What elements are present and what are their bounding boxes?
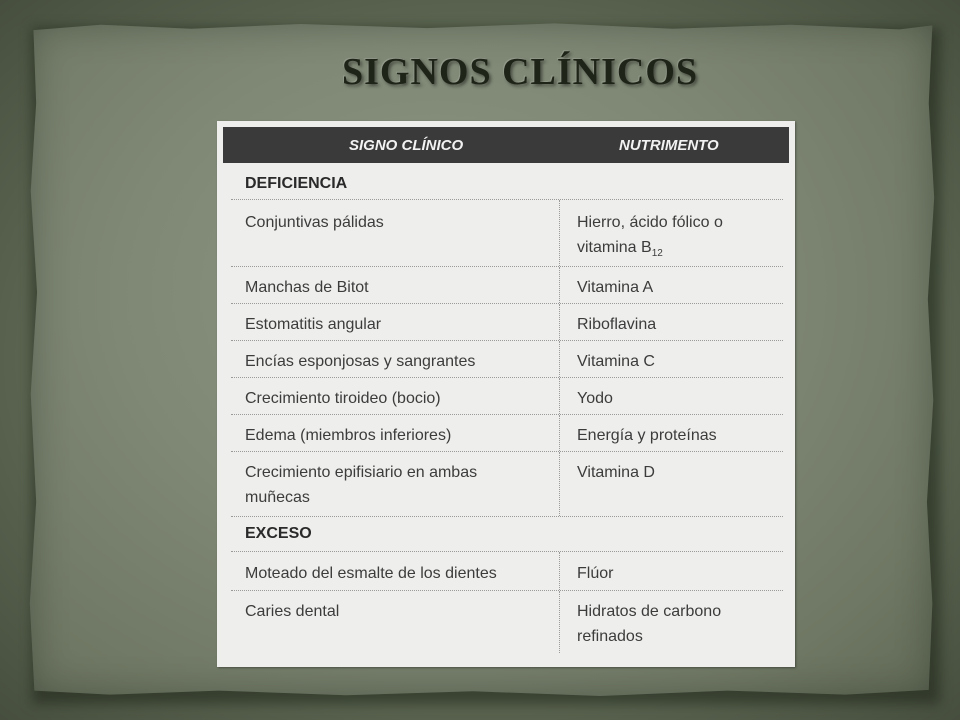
column-divider [559,304,560,340]
header-nutrimento: NUTRIMENTO [619,137,719,154]
table-row [231,267,783,304]
cell-signo: Crecimiento epifisiario en ambas muñecas [245,464,478,506]
table-row [231,341,783,378]
cell-nutrimento [577,210,777,266]
cell-nutrimento: Flúor [577,565,614,582]
table-row [231,200,783,267]
cell-nutrimento: Vitamina C [577,353,655,370]
column-divider [559,591,560,653]
table-row [231,591,783,653]
column-divider [559,267,560,303]
section-label: DEFICIENCIA [245,175,348,192]
clinical-signs-table [217,121,795,667]
column-divider [559,552,560,590]
cell-nutrimento-text: Hierro, ácido fólico o vitamina B [577,214,723,256]
cell-signo: Conjuntivas pálidas [245,214,384,231]
cell-signo: Manchas de Bitot [245,279,369,296]
table-header [223,127,789,163]
subscript: 12 [651,248,663,260]
section-label: EXCESO [245,525,312,542]
column-divider [559,452,560,516]
cell-nutrimento: Vitamina A [577,279,654,296]
table-row [231,304,783,341]
section-exceso [231,517,783,552]
column-divider [559,415,560,451]
table-row [231,552,783,591]
column-divider [559,378,560,414]
cell-nutrimento: Yodo [577,390,613,407]
table-row [231,452,783,517]
column-divider [559,341,560,377]
section-deficiencia [231,165,783,200]
cell-signo: Caries dental [245,603,340,620]
slide-title: SIGNOS CLÍNICOS [341,51,699,93]
cell-signo: Edema (miembros inferiores) [245,427,452,444]
cell-signo: Moteado del esmalte de los dientes [245,565,497,582]
cell-signo: Encías esponjosas y sangrantes [245,353,476,370]
table-row [231,415,783,452]
header-signo-clinico: SIGNO CLÍNICO [349,137,464,154]
cell-signo: Estomatitis angular [245,316,382,333]
cell-nutrimento: Hidratos de carbono refinados [577,603,722,645]
cell-nutrimento: Energía y proteínas [577,427,717,444]
column-divider [559,200,560,266]
cell-nutrimento: Vitamina D [577,464,655,481]
table-row [231,378,783,415]
cell-signo: Crecimiento tiroideo (bocio) [245,390,441,407]
cell-nutrimento: Riboflavina [577,316,657,333]
